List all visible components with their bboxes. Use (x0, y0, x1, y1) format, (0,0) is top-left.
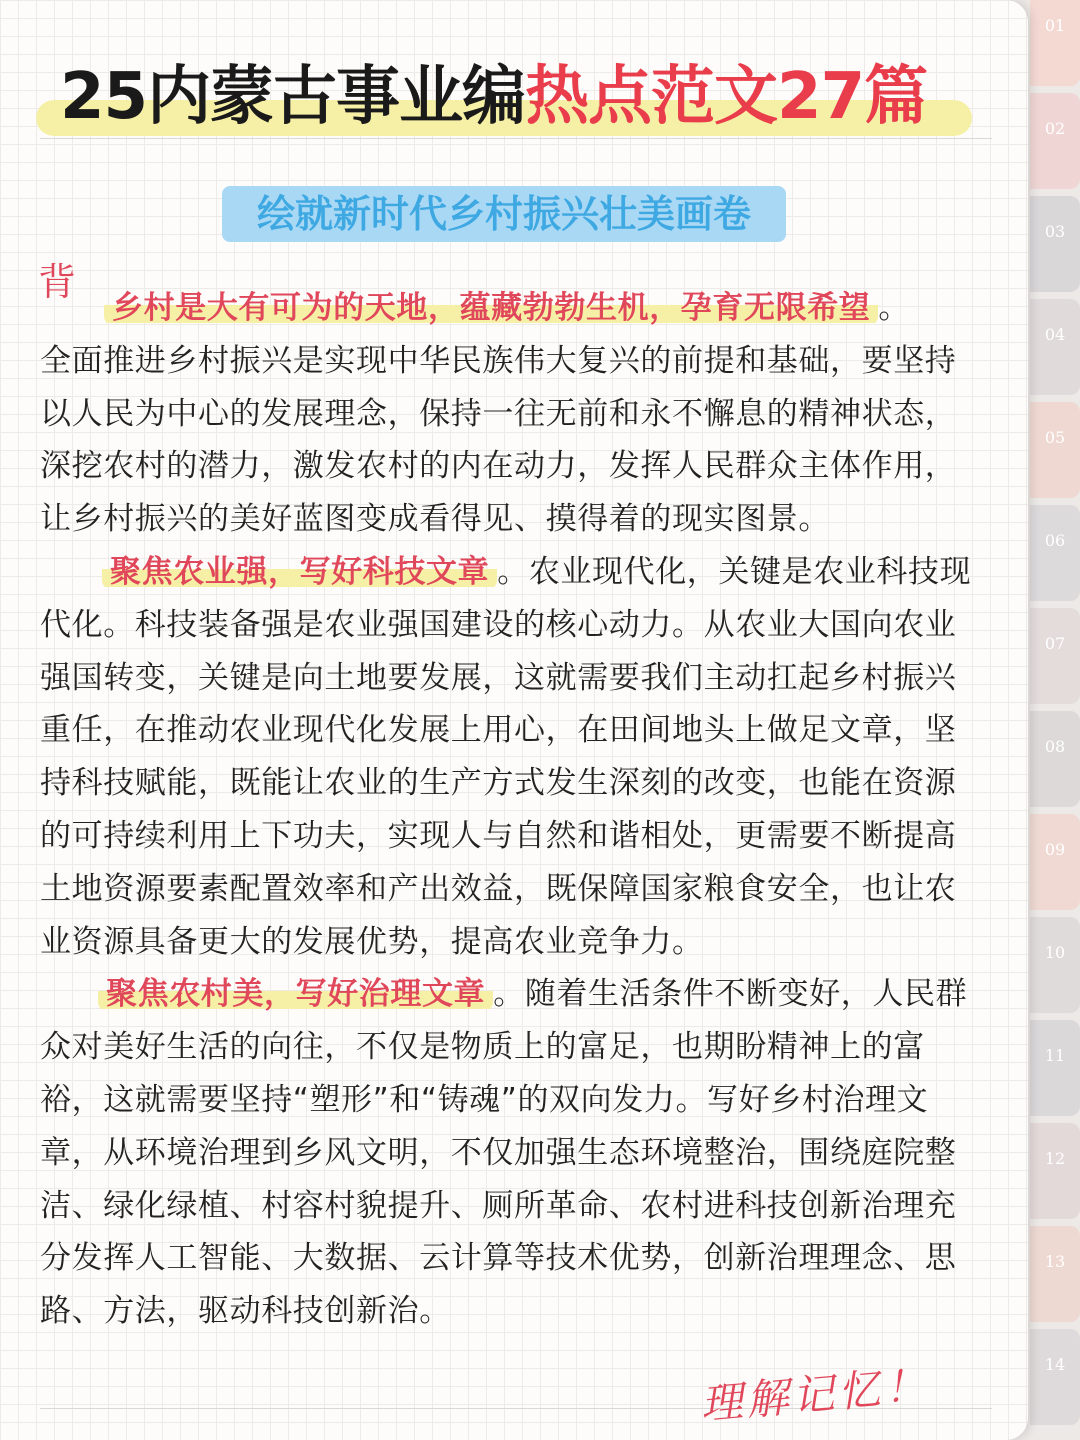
paragraph (40, 968, 976, 1338)
side-tab-label: 12 (1044, 1149, 1066, 1168)
page-title (36, 52, 972, 142)
side-tab-label: 03 (1044, 222, 1066, 241)
side-tab-label: 11 (1044, 1046, 1066, 1065)
subtitle (222, 186, 786, 242)
side-tab-label: 05 (1044, 428, 1066, 447)
paragraph-punct: 。 (497, 553, 529, 590)
side-tab[interactable] (1030, 711, 1080, 807)
side-tab[interactable] (1030, 196, 1080, 292)
paragraph-text: 随着生活条件不断变好，人民群众对美好生活的向往，不仅是物质上的富足，也期盼精神上的富裕，这就需要坚持“塑形”和“铸魂”的双向发力。写好乡村治理文章，从环境治理到乡风文明，不仅加强生态环境整治，围绕庭院整洁、绿化绿植、村容村貌提升、厕所革命、农村进科技创新治理充分发挥人工智能、大数据、云计算等技术优势，创新治理理念、思路、方法，驱动科技创新治。 (40, 976, 968, 1330)
side-tab-label: 06 (1044, 531, 1066, 550)
handwritten-note: 理解记忆！ (698, 1360, 932, 1429)
side-tab-label: 13 (1044, 1252, 1066, 1271)
subtitle-text: 绘就新时代乡村振兴壮美画卷 (256, 192, 751, 236)
side-tab[interactable] (1030, 1123, 1080, 1219)
paragraph-key-sentence: 乡村是大有可为的天地，蕴藏勃勃生机，孕育无限希望 (104, 290, 878, 326)
side-tab-label: 10 (1044, 943, 1066, 962)
margin-note: 背 (38, 260, 77, 304)
side-tab-label: 07 (1044, 634, 1066, 653)
paragraph-key-sentence: 聚焦农业强，写好科技文章 (102, 554, 497, 590)
side-tab[interactable] (1030, 505, 1080, 601)
paragraph-punct: 。 (493, 976, 525, 1013)
side-tab-label: 14 (1044, 1355, 1066, 1374)
paragraph-punct: 。 (878, 290, 911, 326)
essay-body (40, 282, 976, 1338)
top-divider (40, 138, 992, 139)
side-tab[interactable] (1030, 1020, 1080, 1116)
paragraph-text: 全面推进乡村振兴是实现中华民族伟大复兴的前提和基础，要坚持以人民为中心的发展理念，保持一往无前和永不懈息的精神状态，深挖农村的潜力，激发农村的内在动力，发挥人民群众主体作用，让乡村振兴的美好蓝图变成看得见、摸得着的现实图景。 (40, 342, 957, 538)
side-tab[interactable] (1030, 402, 1080, 498)
side-tab[interactable] (1030, 93, 1080, 189)
side-tab-label: 09 (1044, 840, 1066, 859)
side-tab[interactable] (1030, 0, 1080, 86)
title-main: 25内蒙古事业编 (60, 60, 526, 134)
side-tab-label: 02 (1044, 119, 1066, 138)
title-text (60, 52, 927, 142)
side-tab-label: 01 (1044, 16, 1066, 35)
side-tab-strip (1030, 0, 1080, 1440)
paragraph-key-sentence: 聚焦农村美，写好治理文章 (98, 976, 493, 1012)
paragraph-text: 农业现代化，关键是农业科技现代化。科技装备强是农业强国建设的核心动力。从农业大国向农业强国转变，关键是向土地要发展，这就需要我们主动扛起乡村振兴重任，在推动农业现代化发展上用心，在田间地头上做足文章，坚持科技赋能，既能让农业的生产方式发生深刻的改变，也能在资源的可持续利用上下功夫，实现人与自然和谐相处，更需要不断提高土地资源要素配置效率和产出效益，既保障国家粮食安全，也让农业资源具备更大的发展优势，提高农业竞争力。 (40, 553, 972, 960)
side-tab[interactable] (1030, 1329, 1080, 1425)
paragraph (40, 546, 976, 968)
side-tab[interactable] (1030, 299, 1080, 395)
side-tab[interactable] (1030, 608, 1080, 704)
side-tab[interactable] (1030, 1226, 1080, 1322)
side-tab-label: 08 (1044, 737, 1066, 756)
side-tab-label: 04 (1044, 325, 1066, 344)
side-tab[interactable] (1030, 814, 1080, 910)
title-highlight: 热点范文27篇 (525, 60, 928, 134)
paragraph (40, 282, 976, 546)
side-tab[interactable] (1030, 917, 1080, 1013)
